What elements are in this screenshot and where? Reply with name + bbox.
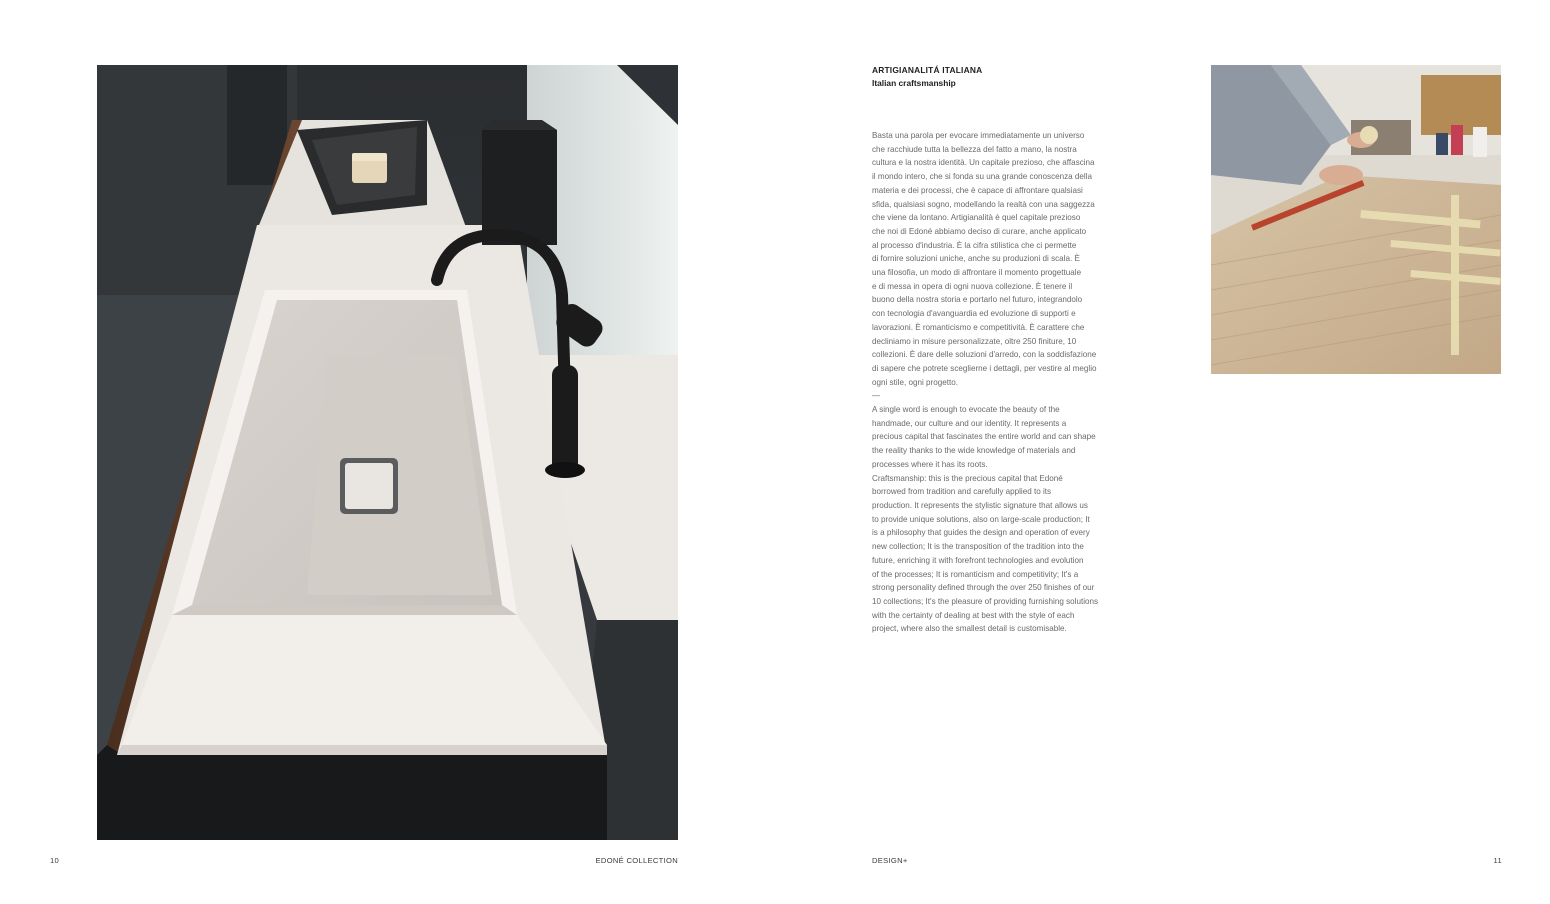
body-text-line: decliniamo in misure personalizzate, oltre 250 finiture, 10 xyxy=(872,336,1077,346)
body-text-line: e di messa in opera di ogni nuova collezione. È tenere il xyxy=(872,281,1073,291)
body-text-line: 10 collections; It's the pleasure of providing furnishing solutions xyxy=(872,596,1099,606)
body-text-line: ogni stile, ogni progetto. xyxy=(872,377,958,387)
body-text-line: is a philosophy that guides the design and operation of every xyxy=(872,528,1090,538)
page-number-right: 11 xyxy=(1493,856,1502,865)
body-text-line: materia e dei processi, che è capace di affrontare qualsiasi xyxy=(872,185,1083,195)
body-text-line: che viene da lontano. Artigianalità è quel capitale prezioso xyxy=(872,213,1081,223)
body-text-line: with the certainty of dealing at best with the style of each xyxy=(872,610,1075,620)
body-text-line: precious capital that fascinates the entire world and can shape xyxy=(872,432,1096,442)
body-text-line: borrowed from tradition and carefully applied to its xyxy=(872,487,1052,497)
body-text-line: una filosofia, un modo di affrontare il momento progettuale xyxy=(872,268,1082,278)
article-text-column xyxy=(872,64,1134,636)
body-text-line: che racchiude tutta la bellezza del fatto a mano, la nostra xyxy=(872,144,1077,154)
body-text-line: che noi di Edoné abbiamo deciso di curare, anche applicato xyxy=(872,226,1087,236)
section-heading-english: Italian craftsmanship xyxy=(872,78,956,88)
body-text-line: di fornire soluzioni uniche, anche su produzioni di scala. È xyxy=(872,254,1080,264)
body-text-line: di sapere che potrete sceglierne i dettagli, per vestire al meglio xyxy=(872,363,1097,373)
washbasin-photo xyxy=(97,65,678,840)
body-text-line: strong personality defined through the over 250 finishes of our xyxy=(872,583,1095,593)
craftsmanship-photo xyxy=(1211,65,1501,374)
washbasin-illustration xyxy=(97,65,678,840)
body-text-line: lavorazioni. È romanticismo e competitività. È carattere che xyxy=(872,322,1085,332)
page-number-left: 10 xyxy=(50,856,60,865)
body-text-line: al processo d'industria. È la cifra stilistica che ci permette xyxy=(872,240,1077,250)
body-text-line: to provide unique solutions, also on large-scale production; It xyxy=(872,514,1090,524)
section-heading-italian: ARTIGIANALITÁ ITALIANA xyxy=(872,65,983,75)
body-text-line: buono della nostra storia e portarlo nel futuro, integrandolo xyxy=(872,295,1083,305)
body-text-line: A single word is enough to evocate the beauty of the xyxy=(872,405,1060,415)
body-text-line: project, where also the smallest detail is customisable. xyxy=(872,624,1067,634)
craftsmanship-illustration xyxy=(1211,65,1501,374)
body-text-line: the reality thanks to the wide knowledge of materials and xyxy=(872,446,1076,456)
body-text-line: processes where it has its roots. xyxy=(872,459,988,469)
running-title-left: EDONÉ COLLECTION xyxy=(595,856,678,865)
body-text-line: sfida, qualsiasi sogno, modellando la realtà con una saggezza xyxy=(872,199,1095,209)
body-text-line: future, enriching it with forefront technologies and evolution xyxy=(872,555,1084,565)
article-body xyxy=(872,129,1134,636)
body-text-line: cultura e la nostra identità. Un capitale prezioso, che affascina xyxy=(872,158,1095,168)
body-text-line: production. It represents the stylistic signature that allows us xyxy=(872,500,1088,510)
body-text-line: Craftsmanship: this is the precious capital that Edoné xyxy=(872,473,1063,483)
body-text-line: handmade, our culture and our identity. It represents a xyxy=(872,418,1067,428)
body-text-line: new collection; It is the transposition of the tradition into the xyxy=(872,542,1084,552)
body-text-line: il mondo intero, che si fonda su una grande conoscenza della xyxy=(872,172,1093,182)
body-text-line: Basta una parola per evocare immediatamente un universo xyxy=(872,131,1085,140)
body-text-line: collezioni. È dare delle soluzioni d'arredo, con la soddisfazione xyxy=(872,350,1097,360)
body-text-line: con tecnologia d'avanguardia ed evoluzione di supporti e xyxy=(872,309,1076,319)
body-text-line: of the processes; It is romanticism and competitivity; It's a xyxy=(872,569,1079,579)
body-text-line: — xyxy=(872,391,881,401)
running-title-right: DESIGN+ xyxy=(872,856,908,865)
